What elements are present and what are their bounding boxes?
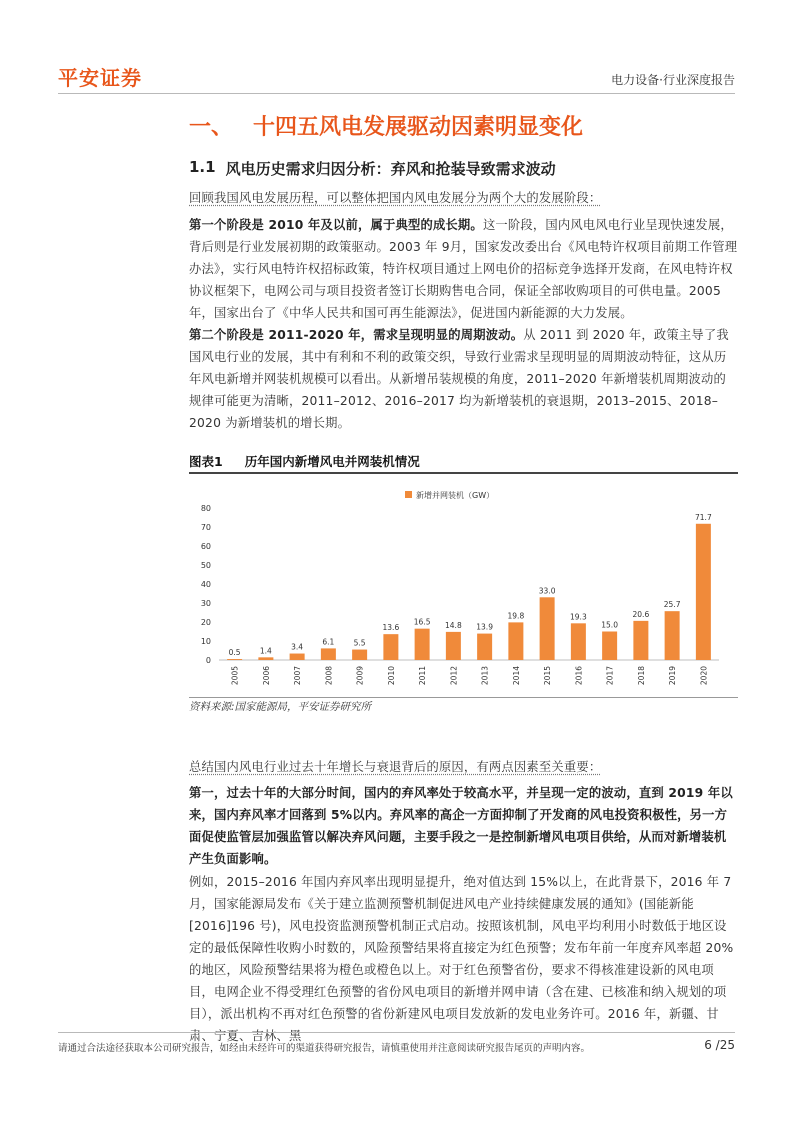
subsection-title: 风电历史需求归因分析：弃风和抢装导致需求波动 — [225, 160, 556, 178]
section-title: 十四五风电发展驱动因素明显变化 — [253, 115, 584, 140]
y-tick-label: 30 — [200, 599, 211, 608]
example-paragraph: 例如，2015–2016 年国内弃风率出现明显提升，绝对值达到 15%以上，在此背景下，2016 年 7月，国家能源局发布《关于建立监测预警机制促进风电产业持续健康发展的通知》(国能新能[2016]196 号)，风电投资监测预警机制正式启动。按照该机制，风电平均利用小时数低于地区设定的最低保障性收购小时数的，风险预警结果将直接定为红色预警；发布年前一年度弃风率超 20%的地区，风险预警结果将为橙色或橙色以上。对于红色预警省份，要求不得核准建设新的风电项目，电网企业不得受理红色预警的省份风电项目的新增并网申请（含在建、已核准和纳入规划的项目），派出机构不再对红色预警的省份新建风电项目发放新的发电业务许可。2016 年，新疆、甘肃、宁夏、吉林、黑 — [189, 875, 734, 1043]
bar-chart — [189, 480, 738, 694]
bar-value-label: 6.1 — [322, 637, 335, 647]
bar-2020 — [696, 524, 711, 660]
stage1-paragraph — [189, 214, 738, 324]
figure-title — [189, 452, 738, 470]
bar-2019 — [665, 611, 680, 660]
x-tick-label: 2011 — [418, 666, 428, 686]
stage2-lead: 第二个阶段是 2011-2020 年，需求呈现明显的周期波动。 — [189, 328, 524, 342]
stage2-body: 从 2011 到 2020 年，政策主导了我国风电行业的发展，其中有利和不利的政策交织，导致行业需求呈现明显的周期波动特征，这从历年风电新增并网装机规模可以看出。从新增吊装规模的角度，2011–2020 年新增装机周期波动的规律可能更为清晰，2011–2012、2016–2017 均为新增装机的衰退期，2013–2015、2018–2020 为新增装机的增长期。 — [189, 328, 729, 430]
x-tick-label: 2005 — [230, 666, 240, 686]
y-tick-label: 20 — [200, 618, 211, 627]
y-tick-label: 50 — [200, 561, 211, 570]
x-tick-label: 2014 — [511, 666, 521, 686]
bar-2012 — [446, 632, 461, 660]
bar-2005 — [227, 659, 242, 660]
bar-2014 — [508, 622, 523, 660]
summary-paragraph — [189, 756, 738, 778]
bar-2010 — [383, 634, 398, 660]
x-tick-label: 2015 — [543, 666, 553, 686]
bar-2011 — [415, 629, 430, 660]
figure-top-rule — [189, 472, 738, 474]
x-tick-label: 2007 — [293, 666, 303, 686]
figure-bottom-rule — [189, 697, 738, 698]
y-tick-label: 10 — [200, 637, 211, 646]
x-tick-label: 2018 — [636, 666, 646, 686]
y-tick-label: 40 — [200, 580, 211, 589]
x-tick-label: 2019 — [668, 666, 678, 686]
bar-value-label: 15.0 — [601, 620, 618, 630]
point1-paragraph: 第一，过去十年的大部分时间，国内的弃风率处于较高水平，并呈现一定的波动，直到 2019 年以来，国内弃风率才回落到 5%以内。弃风率的高企一方面抑制了开发商的风电投资积极性，另一方面促使监管层加强监管以解决弃风问题，主要手段之一是控制新增风电项目供给，从而对新增装机产生负面影响。 — [189, 786, 733, 866]
bar-2008 — [321, 648, 336, 660]
x-tick-label: 2016 — [574, 666, 584, 686]
intro-text: 回顾我国风电发展历程，可以整体把国内风电发展分为两个大的发展阶段： — [189, 191, 602, 205]
stage1-body: 这一阶段，国内风电风电行业呈现快速发展，背后则是行业发展初期的政策驱动。2003 年 9月，国家发改委出台《风电特许权项目前期工作管理办法》，实行风电特许权招标政策，特许权项目通过上网电价的招标竞争选择开发商，在风电特许权协议框架下，电网公司与项目投资者签订长期购售电合同，保证全部收购项目的可供电量。2005 年，国家出台了《中华人民共和国可再生能源法》，促进国内新能源的大力发展。 — [189, 218, 738, 320]
legend-swatch — [405, 491, 412, 498]
bar-value-label: 71.7 — [695, 512, 712, 522]
x-tick-label: 2017 — [605, 666, 615, 686]
x-tick-label: 2013 — [480, 666, 490, 686]
bar-value-label: 19.3 — [570, 612, 587, 622]
subsection-number: 1.1 — [189, 158, 216, 176]
page-number: 6 /25 — [704, 1038, 735, 1052]
bar-2017 — [602, 632, 617, 661]
x-tick-label: 2012 — [449, 666, 459, 686]
y-tick-label: 0 — [205, 656, 211, 665]
subsection-heading — [189, 158, 556, 179]
figure-label: 图表1 — [189, 454, 223, 469]
figure-source: 资料来源:国家能源局，平安证券研究所 — [189, 701, 372, 713]
bar-2013 — [477, 634, 492, 660]
bar-2007 — [290, 654, 305, 660]
legend-label: 新增并网装机（GW） — [416, 491, 495, 500]
bar-2016 — [571, 623, 586, 660]
bar-2006 — [258, 657, 273, 660]
footer-divider — [58, 1032, 735, 1033]
bar-value-label: 1.4 — [259, 646, 272, 656]
report-type: 电力设备·行业深度报告 — [611, 73, 735, 87]
bar-value-label: 33.0 — [538, 586, 556, 596]
y-tick-label: 60 — [200, 542, 211, 551]
bar-value-label: 3.4 — [291, 642, 304, 652]
bar-value-label: 13.9 — [476, 622, 493, 632]
footer-disclaimer: 请通过合法途径获取本公司研究报告，如经由未经许可的渠道获得研究报告，请慎重使用并注意阅读研究报告尾页的声明内容。 — [58, 1043, 591, 1054]
x-tick-label: 2010 — [386, 666, 396, 686]
summary-text: 总结国内风电行业过去十年增长与衰退背后的原因，有两点因素至关重要： — [189, 760, 602, 774]
bar-2009 — [352, 650, 367, 660]
intro-paragraph — [189, 187, 738, 209]
bar-value-label: 5.5 — [353, 638, 366, 648]
stage2-paragraph — [189, 324, 738, 434]
stage1-lead: 第一个阶段是 2010 年及以前，属于典型的成长期。 — [189, 218, 483, 232]
bar-value-label: 0.5 — [228, 648, 241, 658]
x-tick-label: 2008 — [324, 666, 334, 686]
y-tick-label: 80 — [200, 504, 211, 513]
x-tick-label: 2020 — [699, 666, 709, 686]
bar-value-label: 14.8 — [445, 620, 462, 630]
bar-value-label: 20.6 — [632, 609, 650, 619]
section-heading — [189, 110, 583, 141]
section-number: 一、 — [189, 115, 234, 140]
x-tick-label: 2009 — [355, 666, 365, 686]
y-tick-label: 70 — [200, 523, 211, 532]
bar-value-label: 19.8 — [507, 611, 525, 621]
bar-2018 — [633, 621, 648, 660]
bar-2015 — [540, 597, 555, 660]
x-tick-label: 2006 — [261, 666, 271, 686]
brand-logo: 平安证券 — [58, 66, 142, 90]
figure-caption: 历年国内新增风电并网装机情况 — [244, 454, 420, 469]
bar-value-label: 13.6 — [382, 623, 400, 633]
bar-value-label: 25.7 — [663, 600, 681, 610]
header-divider — [58, 93, 735, 94]
bar-value-label: 16.5 — [413, 617, 431, 627]
